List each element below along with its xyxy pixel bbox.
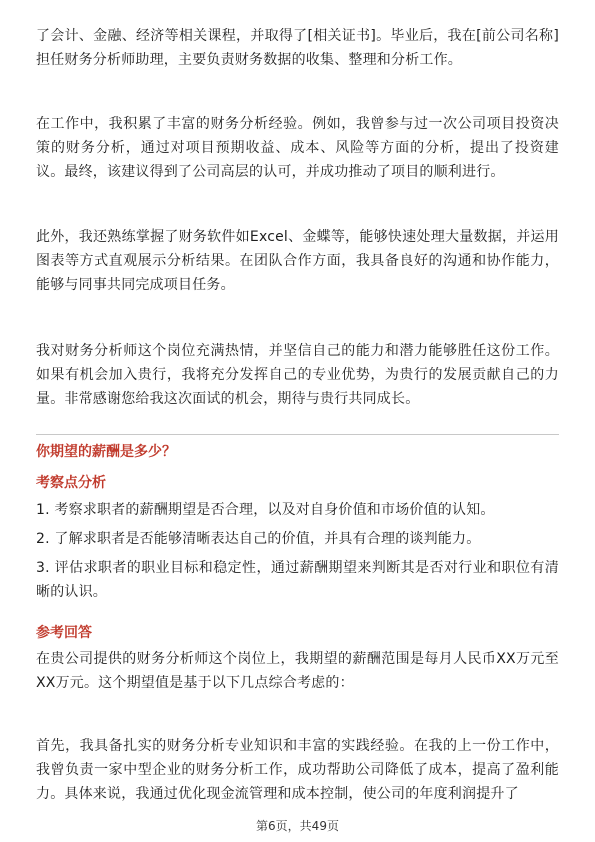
analysis-item: 1. 考察求职者的薪酬期望是否合理，以及对自身价值和市场价值的认知。	[36, 502, 495, 518]
paragraph-skills: 此外，我还熟练掌握了财务软件如Excel、金蝶等，能够快速处理大量数据，并运用图表等方式直观展示分析结果。在团队合作方面，我具备良好的沟通和协作能力，能够与同事共同完成项目任务。	[36, 229, 559, 293]
section-divider	[36, 434, 559, 435]
paragraph-education: 了会计、金融、经济等相关课程，并取得了[相关证书]。毕业后，我在[前公司名称]担任财务分析师助理，主要负责财务数据的收集、整理和分析工作。	[36, 28, 559, 68]
analysis-item: 2. 了解求职者是否能够清晰表达自己的价值，并具有合理的谈判能力。	[36, 531, 481, 547]
answer-paragraph-intro: 在贵公司提供的财务分析师这个岗位上，我期望的薪酬范围是每月人民币XX万元至XX万元。这个期望值是基于以下几点综合考虑的：	[36, 651, 559, 691]
paragraph-closing: 我对财务分析师这个岗位充满热情，并坚信自己的能力和潜力能够胜任这份工作。如果有机会加入贵行，我将充分发挥自己的专业优势，为贵行的发展贡献自己的力量。非常感谢您给我这次面试的机会，期待与贵行共同成长。	[36, 343, 559, 407]
question-heading: 你期望的薪酬是多少？	[36, 444, 176, 460]
page-number: 第6页，共49页	[256, 819, 339, 833]
paragraph-experience: 在工作中，我积累了丰富的财务分析经验。例如，我曾参与过一次公司项目投资决策的财务分析，通过对项目预期收益、成本、风险等方面的分析，提出了投资建议。最终，该建议得到了公司高层的认可，并成功推动了项目的顺利进行。	[36, 116, 559, 180]
analysis-item: 3. 评估求职者的职业目标和稳定性，通过薪酬期望来判断其是否对行业和职位有清晰的认识。	[36, 560, 559, 600]
analysis-title: 考察点分析	[36, 475, 106, 491]
answer-title: 参考回答	[36, 625, 92, 641]
answer-paragraph-first: 首先，我具备扎实的财务分析专业知识和丰富的实践经验。在我的上一份工作中，我曾负责一家中型企业的财务分析工作，成功帮助公司降低了成本，提高了盈利能力。具体来说，我通过优化现金流管理和成本控制，使公司的年度利润提升了	[36, 738, 559, 802]
